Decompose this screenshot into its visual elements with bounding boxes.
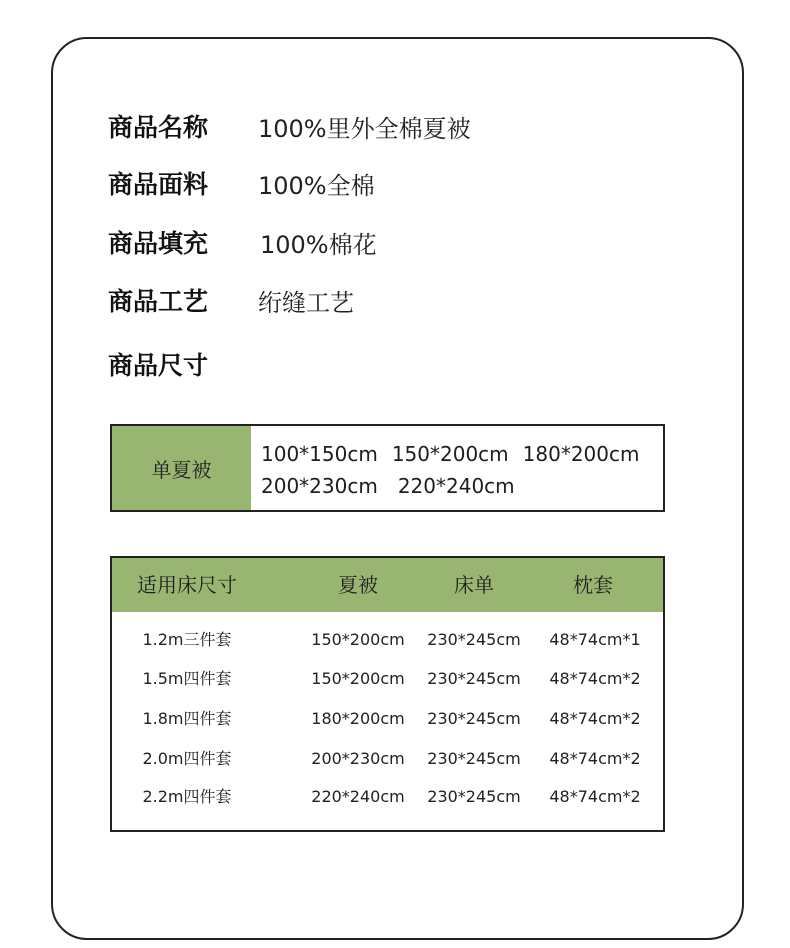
table-header-cell: 夏被 [338,573,378,597]
table-cell: 1.5m四件套 [142,669,232,688]
info-row-name [108,106,471,146]
info-value: 100%棉花 [260,230,377,259]
table-cell: 150*200cm [311,669,405,688]
table-row [112,705,663,733]
table-header-cell: 适用床尺寸 [137,573,237,597]
info-label: 商品面料 [108,170,209,199]
table-header-cell: 枕套 [573,573,613,597]
table-cell: 1.2m三件套 [142,630,232,649]
single-quilt-label: 单夏被 [112,426,251,510]
table-cell: 48*74cm*1 [549,630,641,649]
info-row-fabric [108,163,375,203]
table-cell: 230*245cm [427,749,521,768]
table-cell: 200*230cm [311,749,405,768]
table-cell: 48*74cm*2 [549,749,641,768]
single-size: 220*240cm [397,474,515,498]
table-cell: 230*245cm [427,669,521,688]
info-row-craft [108,280,354,320]
single-size: 150*200cm [391,442,509,466]
info-label: 商品工艺 [108,287,209,316]
table-cell: 2.0m四件套 [142,749,232,768]
table-cell: 230*245cm [427,630,521,649]
table-cell: 230*245cm [427,709,521,728]
info-value: 100%全棉 [258,171,375,200]
table-row [112,665,663,693]
table-cell: 2.2m四件套 [142,787,232,806]
info-value: 绗缝工艺 [258,288,354,317]
single-quilt-size-box [110,424,665,512]
table-cell: 48*74cm*2 [549,669,641,688]
table-cell: 48*74cm*2 [549,709,641,728]
table-row [112,745,663,773]
table-cell: 230*245cm [427,787,521,806]
info-value: 100%里外全棉夏被 [258,114,471,143]
single-size: 100*150cm [261,442,378,466]
table-header-cell: 床单 [454,573,494,597]
table-cell: 180*200cm [311,709,405,728]
info-label: 商品尺寸 [108,351,209,380]
table-cell: 1.8m四件套 [142,709,232,728]
single-quilt-sizes [251,426,663,510]
table-header [112,558,663,612]
table-cell: 220*240cm [311,787,405,806]
single-size: 180*200cm [522,442,640,466]
table-row [112,626,663,654]
table-cell: 48*74cm*2 [549,787,641,806]
info-label: 商品填充 [108,229,209,258]
table-cell: 150*200cm [311,630,405,649]
single-size: 200*230cm [261,474,378,498]
info-row-size [108,344,258,384]
table-row [112,783,663,811]
info-label: 商品名称 [108,113,209,142]
single-size-line [261,438,663,470]
bedding-size-table [110,556,665,832]
info-row-filling [108,222,377,262]
single-size-line [261,470,663,502]
